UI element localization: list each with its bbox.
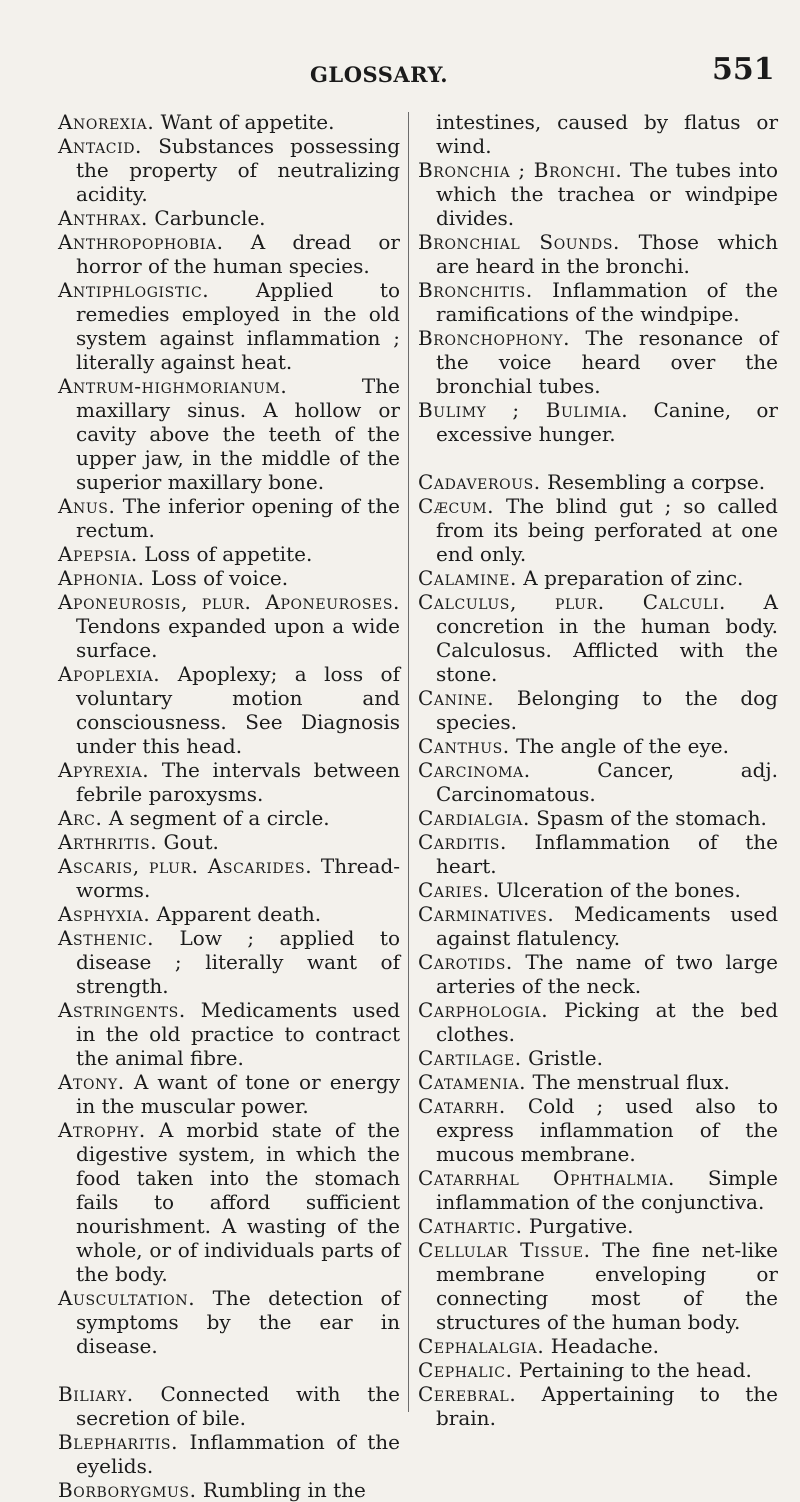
entry-definition: Gout. — [157, 830, 219, 854]
entry-definition: A dread or horror of the human species. — [76, 230, 400, 278]
glossary-entry-cartilage — [418, 1046, 778, 1070]
entry-definition: The resonance of the voice heard over the bronchial tubes. — [436, 326, 778, 398]
entry-definition: A segment of a circle. — [102, 806, 330, 830]
entry-definition: The blind gut ; so called from its being perforated at one end only. — [436, 494, 778, 566]
glossary-entry-bronchophony — [418, 326, 778, 398]
glossary-entry-carcinoma — [418, 758, 778, 806]
entry-term: Apyrexia. — [58, 758, 150, 782]
entry-definition: A want of tone or energy in the muscular power. — [76, 1070, 400, 1118]
glossary-entry-anus — [58, 494, 400, 542]
glossary-entry-asthenic — [58, 926, 400, 998]
entry-term: Arthritis. — [58, 830, 158, 854]
entry-definition: Medicaments used against flatulency. — [436, 902, 778, 950]
glossary-entry-cephalic — [418, 1358, 778, 1382]
entry-definition: Loss of voice. — [144, 566, 289, 590]
glossary-entry-asphyxia — [58, 902, 400, 926]
entry-definition: A morbid state of the digestive system, in which the food taken into the stomach fails to afford sufficient nourishment. A wasting of the whole, or of individuals parts of the body. — [76, 1118, 400, 1286]
entry-term: Asthenic. — [58, 926, 155, 950]
entry-definition: Inflammation of the heart. — [436, 830, 778, 878]
entry-term: Antacid. — [58, 134, 143, 158]
entry-term: Asphyxia. — [58, 902, 151, 926]
glossary-entry-carminatives — [418, 902, 778, 950]
entry-definition: Carbuncle. — [148, 206, 266, 230]
entry-term: Anus. — [58, 494, 116, 518]
glossary-entry-aphonia — [58, 566, 400, 590]
entry-term: Cephalic. — [418, 1358, 513, 1382]
entry-term: Carphologia. — [418, 998, 549, 1022]
entry-term: Carcinoma. — [418, 758, 531, 782]
entry-definition: Those which are heard in the bronchi. — [436, 230, 778, 278]
entry-term: Biliary. — [58, 1382, 134, 1406]
entry-term: Apoplexia. — [58, 662, 161, 686]
glossary-entry-cadaverous — [418, 470, 778, 494]
entry-term: Caries. — [418, 878, 490, 902]
entry-definition: Gristle. — [521, 1046, 603, 1070]
glossary-entry-catamenia — [418, 1070, 778, 1094]
entry-definition: The maxillary sinus. A hollow or cavity above the teeth of the upper jaw, in the middle of the superior maxillary bone. — [76, 374, 400, 494]
glossary-entry-antrum — [58, 374, 400, 494]
entry-term: Blepharitis. — [58, 1430, 179, 1454]
glossary-entry-bronchia — [418, 158, 778, 230]
entry-definition: Medicaments used in the old practice to contract the animal fibre. — [76, 998, 400, 1070]
glossary-entry-cephalalgia — [418, 1334, 778, 1358]
glossary-entry-aponeurosis — [58, 590, 400, 662]
glossary-entry-calamine — [418, 566, 778, 590]
entry-definition: The fine net-like membrane enveloping or connecting most of the structures of the human body. — [436, 1238, 778, 1334]
entry-term: Astringents. — [58, 998, 186, 1022]
glossary-entry-anthropophobia — [58, 230, 400, 278]
left-column — [58, 110, 400, 1502]
glossary-entry-apepsia — [58, 542, 400, 566]
entry-definition: The angle of the eye. — [509, 734, 729, 758]
glossary-entry-catarrh — [418, 1094, 778, 1166]
entry-term: Bronchial Sounds. — [418, 230, 620, 254]
glossary-entry-bronchial-sounds — [418, 230, 778, 278]
entry-term: Antrum-highmorianum. — [58, 374, 288, 398]
entry-definition: Want of appetite. — [154, 110, 335, 134]
entry-term: Carminatives. — [418, 902, 555, 926]
entry-term: Anorexia. — [58, 110, 155, 134]
glossary-entry-calculus — [418, 590, 778, 686]
entry-definition: Belonging to the dog species. — [436, 686, 778, 734]
entry-term: Aphonia. — [58, 566, 145, 590]
entry-definition: Thread-worms. — [76, 854, 401, 902]
entry-definition: Appertaining to the brain. — [436, 1382, 778, 1430]
entry-definition: Pertaining to the head. — [512, 1358, 752, 1382]
glossary-entry-antacid — [58, 134, 400, 206]
entry-term: Bronchitis. — [418, 278, 533, 302]
entry-definition: Ulceration of the bones. — [489, 878, 741, 902]
glossary-entry-biliary — [58, 1382, 400, 1430]
glossary-entry-borborygmus — [58, 1478, 400, 1502]
entry-term: Auscultation. — [58, 1286, 196, 1310]
entry-term: Atrophy. — [58, 1118, 146, 1142]
entry-definition: Tendons expanded upon a wide surface. — [76, 614, 400, 662]
glossary-entry-apyrexia — [58, 758, 400, 806]
page-header — [0, 52, 800, 102]
entry-term: Bronchia ; Bronchi. — [418, 158, 623, 182]
glossary-entry-arthritis — [58, 830, 400, 854]
column-divider — [408, 112, 409, 1412]
entry-definition: Apoplexy; a loss of voluntary motion and consciousness. See Diagnosis under this head. — [76, 662, 400, 758]
entry-term: Cerebral. — [418, 1382, 517, 1406]
entry-definition: Simple inflammation of the conjunctiva. — [436, 1166, 778, 1214]
glossary-entry-bulimy — [418, 398, 778, 446]
glossary-entry-canine — [418, 686, 778, 734]
entry-term: Cephalalgia. — [418, 1334, 545, 1358]
entry-term: Catarrhal Ophthalmia. — [418, 1166, 675, 1190]
running-head: GLOSSARY. — [310, 62, 449, 87]
entry-term: Cæcum. — [418, 494, 495, 518]
glossary-entry-atrophy — [58, 1118, 400, 1286]
entry-term: Atony. — [58, 1070, 125, 1094]
entry-term: Cadaverous. — [418, 470, 541, 494]
entry-definition: Low ; applied to disease ; literally want of strength. — [76, 926, 400, 998]
entry-term: Arc. — [58, 806, 103, 830]
glossary-entry-canthus — [418, 734, 778, 758]
entry-term: Cathartic. — [418, 1214, 523, 1238]
glossary-entry-carditis — [418, 830, 778, 878]
entry-definition: Resembling a corpse. — [540, 470, 766, 494]
glossary-entry-anorexia — [58, 110, 400, 134]
entry-definition: Cold ; used also to express inflammation of the mucous membrane. — [436, 1094, 778, 1166]
entry-term: Catamenia. — [418, 1070, 527, 1094]
entry-term: Canthus. — [418, 734, 510, 758]
entry-term: Antiphlogistic. — [58, 278, 210, 302]
glossary-entry-ascaris — [58, 854, 400, 902]
entry-definition: The menstrual flux. — [526, 1070, 730, 1094]
glossary-entry-apoplexia — [58, 662, 400, 758]
glossary-entry-auscultation — [58, 1286, 400, 1358]
glossary-entry-caries — [418, 878, 778, 902]
glossary-entry-atony — [58, 1070, 400, 1118]
entry-term: Carditis. — [418, 830, 507, 854]
entry-definition: The detection of symptoms by the ear in disease. — [76, 1286, 400, 1358]
entry-definition: Cancer, adj. Carcinomatous. — [436, 758, 778, 806]
entry-definition: The tubes into which the trachea or windpipe divides. — [436, 158, 778, 230]
entry-definition: Picking at the bed clothes. — [436, 998, 778, 1046]
entry-definition: Canine, or excessive hunger. — [436, 398, 778, 446]
glossary-entry-cathartic — [418, 1214, 778, 1238]
glossary-entry-carphologia — [418, 998, 778, 1046]
entry-definition: A preparation of zinc. — [516, 566, 744, 590]
glossary-entry-caecum — [418, 494, 778, 566]
glossary-entry-cellular-tissue — [418, 1238, 778, 1334]
entry-definition: Purgative. — [522, 1214, 634, 1238]
entry-definition: Substances possessing the property of neutralizing acidity. — [76, 134, 400, 206]
entry-definition: Inflammation of the eyelids. — [76, 1430, 400, 1478]
entry-term: Anthrax. — [58, 206, 149, 230]
glossary-entry-antiphlogistic — [58, 278, 400, 374]
entry-term: Cartilage. — [418, 1046, 522, 1070]
entry-term: Anthropophobia. — [58, 230, 224, 254]
glossary-entry-astringents — [58, 998, 400, 1070]
entry-term: Bronchophony. — [418, 326, 571, 350]
glossary-entry-anthrax — [58, 206, 400, 230]
entry-definition: A concretion in the human body. Calculosus. Afflicted with the stone. — [436, 590, 778, 686]
entry-term: Calculus, plur. Calculi. — [418, 590, 727, 614]
glossary-entry-bronchitis — [418, 278, 778, 326]
entry-term: Cellular Tissue. — [418, 1238, 591, 1262]
entry-definition: Inflammation of the ramifications of the windpipe. — [436, 278, 778, 326]
glossary-entry-continuation — [418, 110, 778, 158]
entry-definition: Applied to remedies employed in the old system against inflammation ; literally against heat. — [76, 278, 400, 374]
entry-term: Ascaris, plur. Ascarides. — [58, 854, 313, 878]
entry-definition: Connected with the secretion of bile. — [76, 1382, 400, 1430]
glossary-entry-blepharitis — [58, 1430, 400, 1478]
entry-definition: Rumbling in the — [196, 1478, 366, 1502]
glossary-entry-catarrhal-ophthalmia — [418, 1166, 778, 1214]
entry-definition: Spasm of the stomach. — [529, 806, 767, 830]
entry-definition: Loss of appetite. — [137, 542, 313, 566]
entry-term: Bulimy ; Bulimia. — [418, 398, 629, 422]
entry-definition: The intervals between febrile paroxysms. — [76, 758, 400, 806]
entry-term: Calamine. — [418, 566, 517, 590]
entry-definition: Headache. — [544, 1334, 659, 1358]
page-number: 551 — [712, 52, 775, 87]
entry-definition: The inferior opening of the rectum. — [76, 494, 400, 542]
glossary-entry-cardialgia — [418, 806, 778, 830]
entry-term: Carotids. — [418, 950, 513, 974]
entry-definition: intestines, caused by flatus or wind. — [436, 110, 778, 158]
entry-term: Borborygmus. — [58, 1478, 197, 1502]
glossary-entry-cerebral — [418, 1382, 778, 1430]
glossary-entry-arc — [58, 806, 400, 830]
entry-definition: The name of two large arteries of the neck. — [436, 950, 778, 998]
glossary-entry-carotids — [418, 950, 778, 998]
entry-term: Cardialgia. — [418, 806, 530, 830]
right-column — [418, 110, 778, 1430]
entry-term: Catarrh. — [418, 1094, 506, 1118]
entry-term: Canine. — [418, 686, 495, 710]
entry-term: Apepsia. — [58, 542, 138, 566]
entry-definition: Apparent death. — [150, 902, 322, 926]
entry-term: Aponeurosis, plur. Aponeuroses. — [58, 590, 400, 614]
